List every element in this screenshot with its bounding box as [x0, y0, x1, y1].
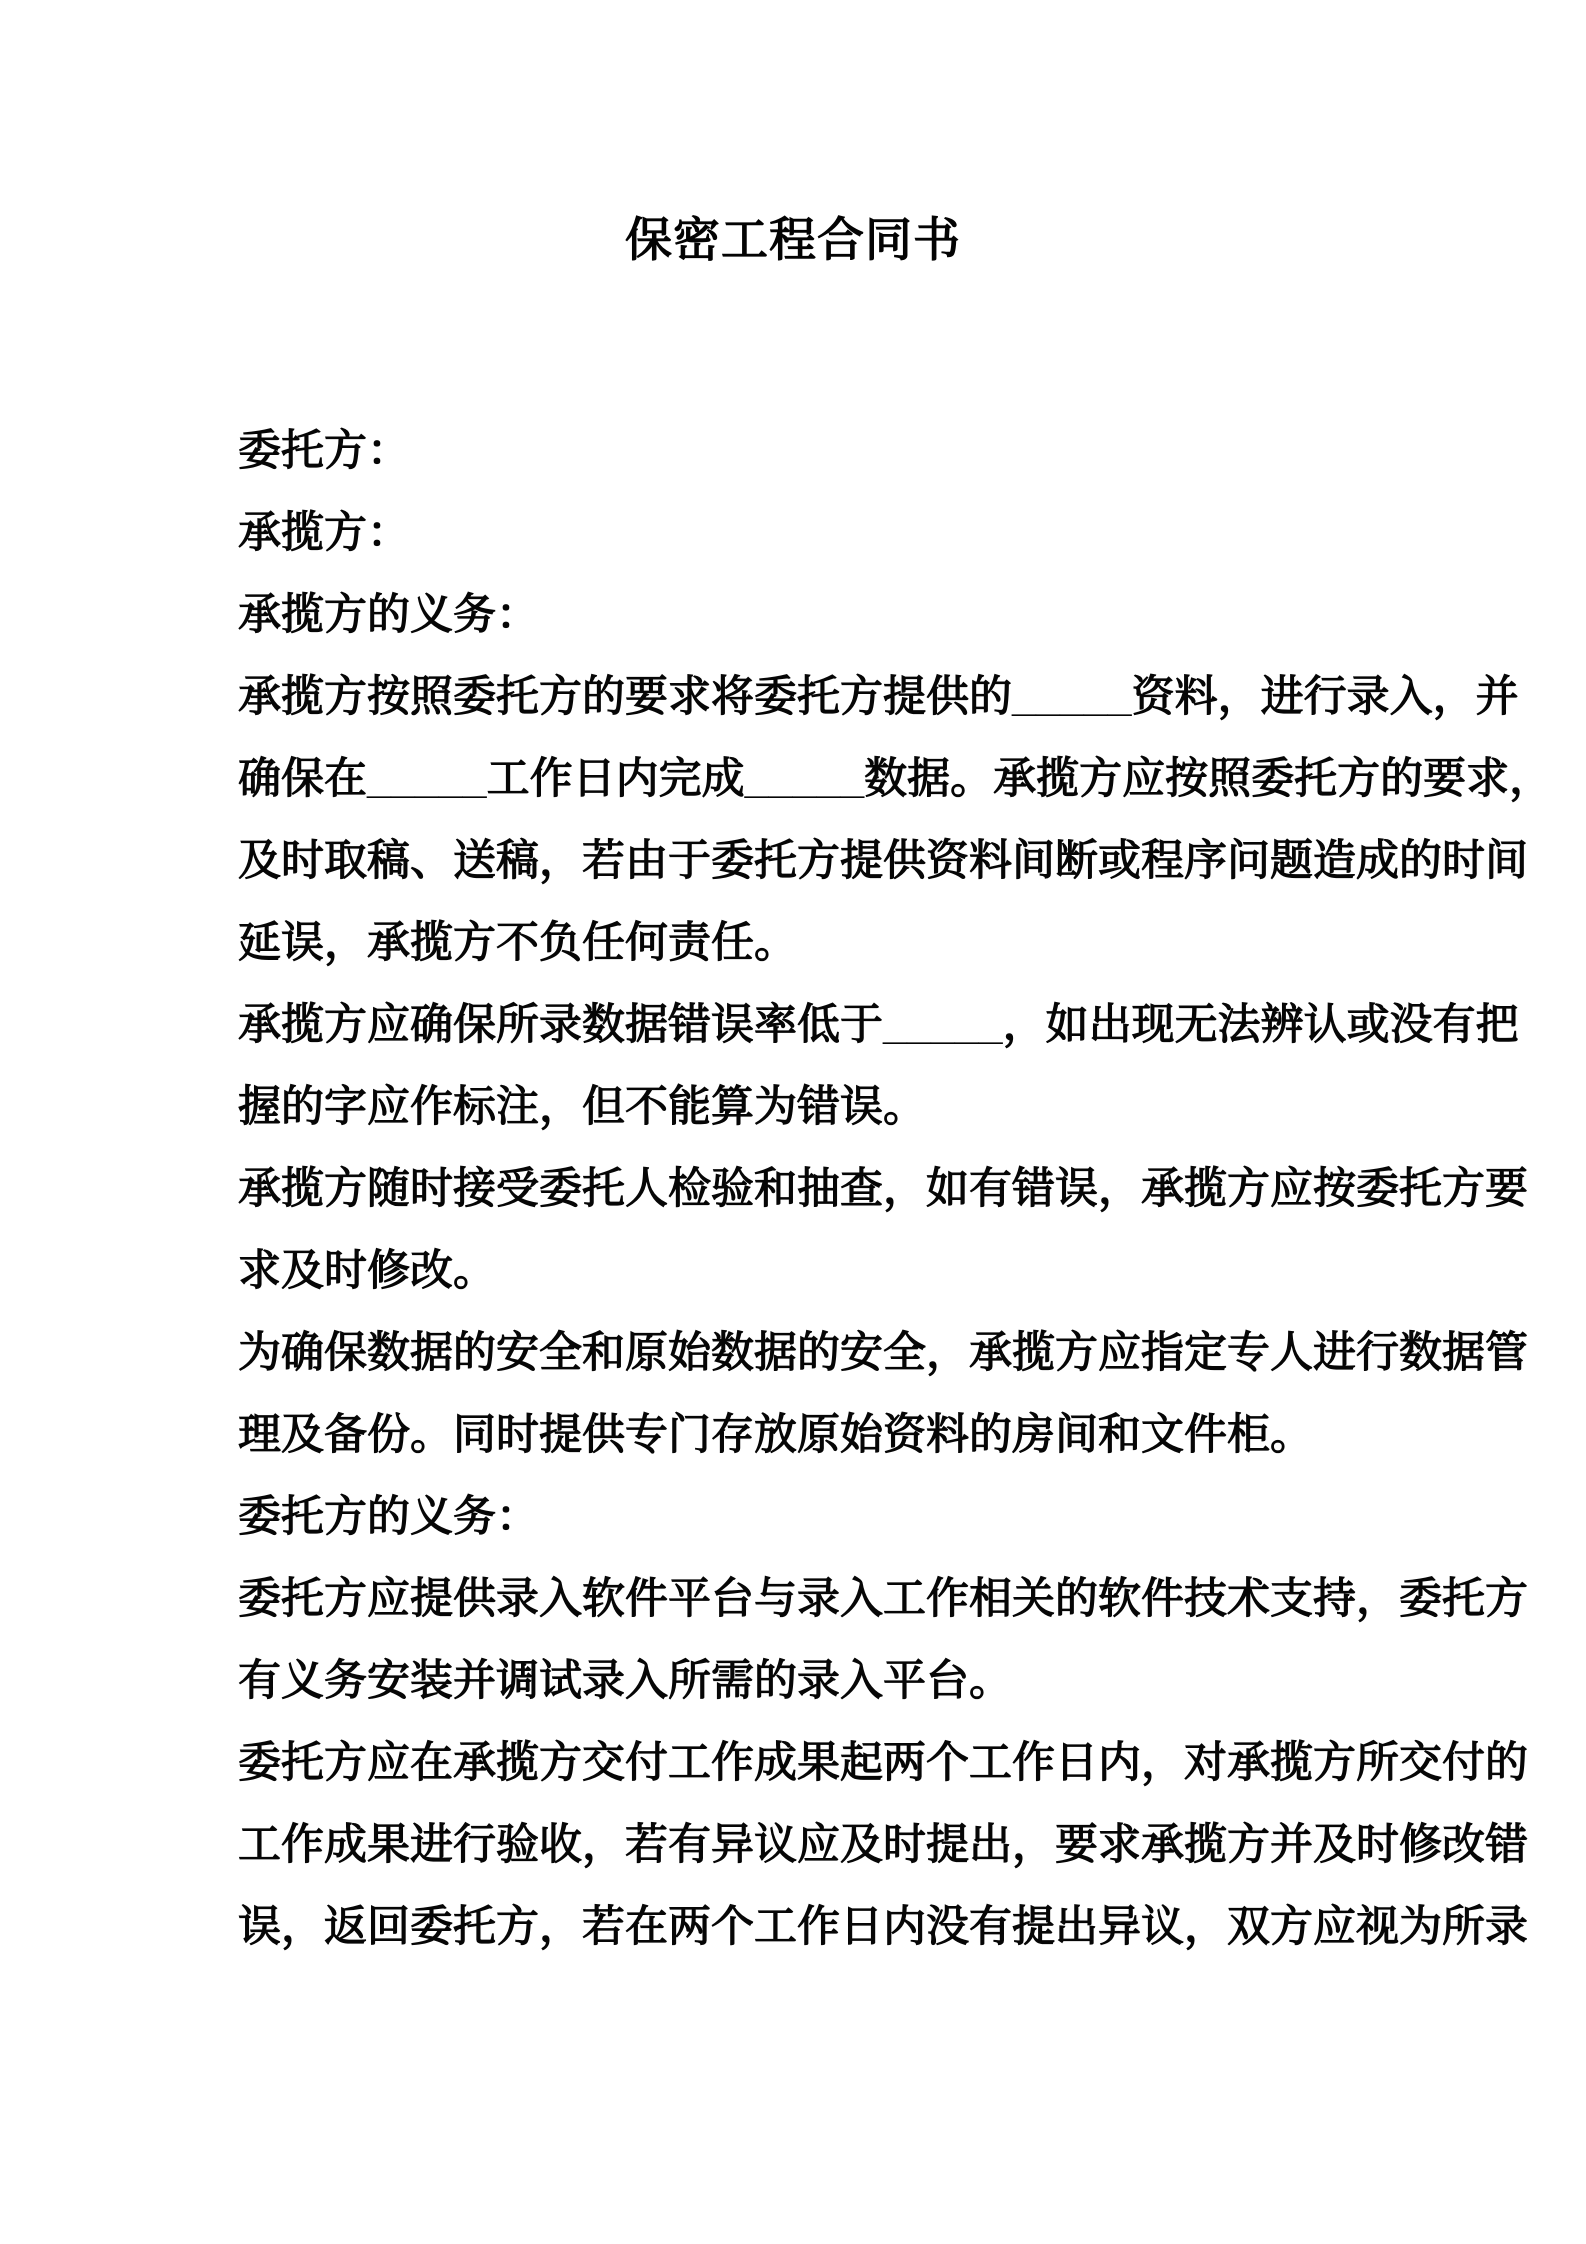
text-line: 误，返回委托方，若在两个工作日内没有提出异议，双方应视为所录 [238, 1903, 1528, 1951]
text-line: 委托方的义务： [238, 1493, 539, 1541]
text-line: 委托方： [238, 427, 410, 475]
text-line: 承揽方： [238, 509, 410, 557]
text-line: 委托方应在承揽方交付工作成果起两个工作日内，对承揽方所交付的 [238, 1739, 1528, 1787]
text-line: 承揽方随时接受委托人检验和抽查，如有错误，承揽方应按委托方要 [238, 1165, 1528, 1213]
text-line: 及时取稿、送稿，若由于委托方提供资料间断或程序问题造成的时间 [238, 837, 1528, 885]
text-line: 握的字应作标注，但不能算为错误。 [238, 1083, 926, 1131]
text-line: 确保在_____工作日内完成_____数据。承揽方应按照委托方的要求， [238, 755, 1553, 803]
text-line: 有义务安装并调试录入所需的录入平台。 [238, 1657, 1012, 1705]
document-body [238, 410, 1553, 1968]
text-line: 承揽方按照委托方的要求将委托方提供的_____资料，进行录入，并 [238, 673, 1519, 721]
text-line: 工作成果进行验收，若有异议应及时提出，要求承揽方并及时修改错 [238, 1821, 1528, 1869]
document-title: 保密工程合同书 [625, 213, 961, 266]
text-line: 理及备份。同时提供专门存放原始资料的房间和文件柜。 [238, 1411, 1313, 1459]
text-line: 求及时修改。 [238, 1247, 496, 1295]
text-line: 承揽方的义务： [238, 591, 539, 639]
text-line: 延误，承揽方不负任何责任。 [238, 919, 797, 967]
text-line: 承揽方应确保所录数据错误率低于_____，如出现无法辨认或没有把 [238, 1001, 1519, 1049]
text-line: 为确保数据的安全和原始数据的安全，承揽方应指定专人进行数据管 [238, 1329, 1528, 1377]
text-line: 委托方应提供录入软件平台与录入工作相关的软件技术支持，委托方 [238, 1575, 1528, 1623]
